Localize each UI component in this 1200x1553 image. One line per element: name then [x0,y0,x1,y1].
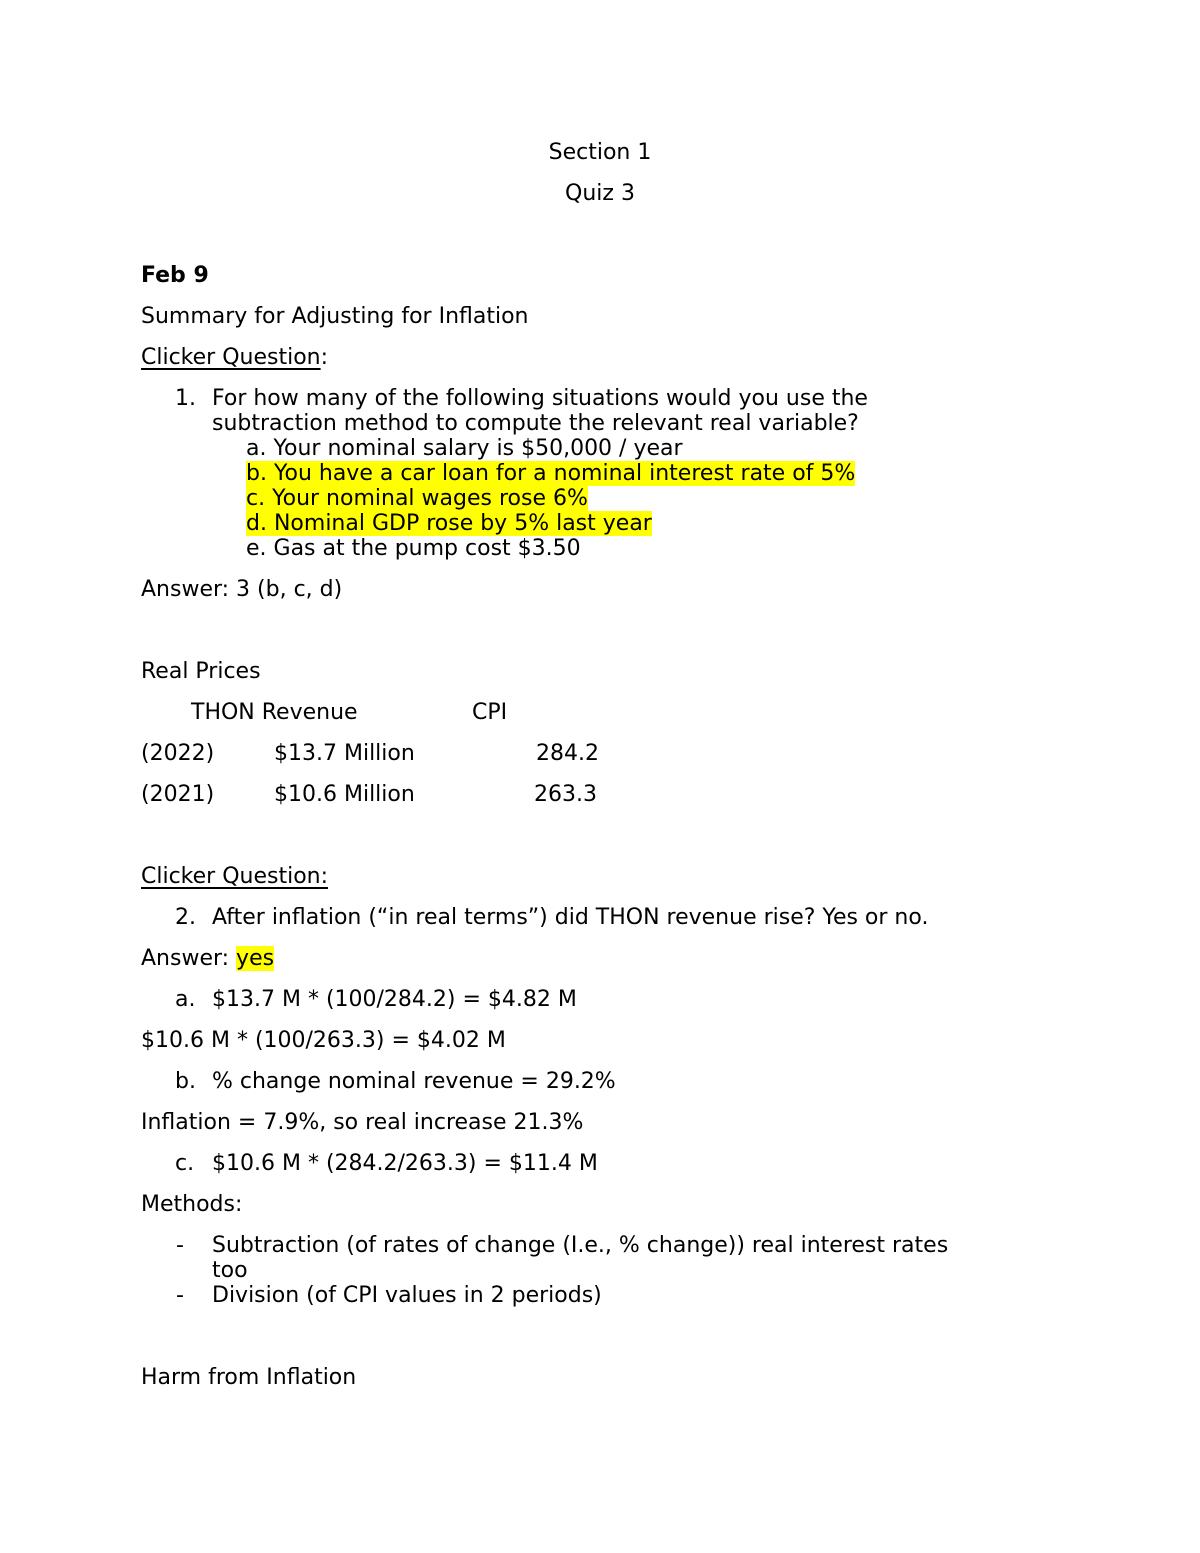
row-2021-year: (2021) [141,782,215,807]
question-1-number: 1. [175,386,196,411]
option-d [246,511,652,537]
option-b-highlight [246,461,855,486]
option-text: Your nominal wages rose 6% [272,486,588,511]
method-1-line-1: Subtraction (of rates of change (I.e., % change)) real interest rates [212,1233,949,1258]
question-1-line-1: For how many of the following situations would you use the [212,386,868,411]
harm-heading: Harm from Inflation [141,1365,357,1390]
option-b [246,461,855,487]
method-1-line-2: too [212,1258,248,1283]
option-text: Gas at the pump cost $3.50 [273,536,581,561]
topic-heading: Summary for Adjusting for Inflation [141,304,529,329]
option-d-highlight [246,511,652,536]
item-c-letter: c. [175,1151,195,1176]
line-after-b: Inflation = 7.9%, so real increase 21.3% [141,1110,584,1135]
real-prices-heading: Real Prices [141,659,261,684]
section-title: Section 1 [548,140,652,165]
row-2022-year: (2022) [141,741,215,766]
clicker-label-text: Clicker Question [141,345,321,370]
option-e [246,536,581,562]
clicker-question-2-label: Clicker Question: [141,864,329,889]
method-2-line-1: Division (of CPI values in 2 periods) [212,1283,602,1308]
answer-2 [141,946,274,972]
clicker-question-1-label [141,345,328,371]
row-2022-cpi: 284.2 [536,741,599,766]
option-c [246,486,588,512]
option-text: You have a car loan for a nominal interest rate of 5% [273,461,856,486]
item-b-letter: b. [175,1069,196,1094]
bullet-dash: - [176,1233,184,1258]
answer-2-prefix: Answer: [141,946,237,971]
option-a [246,436,683,462]
answer-1: Answer: 3 (b, c, d) [141,577,343,602]
option-letter: e. [246,536,267,561]
option-c-highlight [246,486,588,511]
option-text: Your nominal salary is $50,000 / year [273,436,683,461]
col-header-cpi: CPI [472,700,508,725]
methods-heading: Methods: [141,1192,243,1217]
question-2-number: 2. [175,905,196,930]
item-c-text: $10.6 M * (284.2/263.3) = $11.4 M [212,1151,598,1176]
question-2-text: After inflation (“in real terms”) did THON revenue rise? Yes or no. [212,905,929,930]
option-letter: c. [246,486,266,511]
option-text: Nominal GDP rose by 5% last year [273,511,652,536]
option-letter: b. [246,461,267,486]
option-letter: a. [246,436,267,461]
question-1-line-2: subtraction method to compute the relevant real variable? [212,411,859,436]
bullet-dash: - [176,1283,184,1308]
item-b-text: % change nominal revenue = 29.2% [212,1069,616,1094]
col-header-revenue: THON Revenue [191,700,358,725]
item-a-text: $13.7 M * (100/284.2) = $4.82 M [212,987,577,1012]
option-letter: d. [246,511,267,536]
line-after-a: $10.6 M * (100/263.3) = $4.02 M [141,1028,506,1053]
clicker-label-colon: : [320,345,329,370]
date-heading: Feb 9 [141,263,209,288]
row-2021-cpi: 263.3 [534,782,597,807]
answer-2-value: yes [236,946,275,971]
row-2021-revenue: $10.6 Million [274,782,415,807]
row-2022-revenue: $13.7 Million [274,741,415,766]
quiz-title: Quiz 3 [565,181,635,206]
item-a-letter: a. [175,987,196,1012]
